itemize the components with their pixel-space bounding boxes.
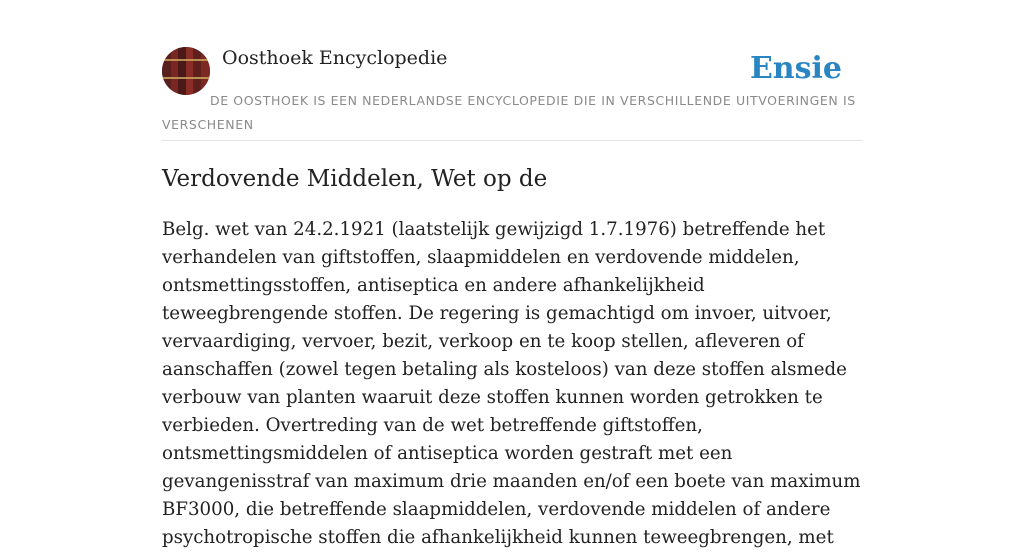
book-spine [193, 47, 201, 95]
site-header [162, 0, 862, 141]
article-title: Verdovende Middelen, Wet op de [162, 166, 548, 192]
article-body: Belg. wet van 24.2.1921 (laatstelijk gewijzigd 1.7.1976) betreffende het verhandelen van giftstoffen, slaapmiddelen en verdovende middelen, ontsmettingsstoffen, antiseptica en andere afhankelijkheid teweegbrengende stoffen. De regering is gemachtigd om invoer, uitvoer, vervaardiging, vervoer, bezit, verkoop en te koop stellen, afleveren of aanschaffen (zowel tegen betaling als kosteloos) van deze stoffen alsmede verbouw van planten waaruit deze stoffen kunnen worden getrokken te verbieden. Overtreding van de wet betreffende giftstoffen, ontsmettingsmiddelen of antiseptica worden gestraft met een gevangenisstraf van maximum drie maanden en/of een boete van maximum BF3000, die betreffende slaapmiddelen, verdovende middelen of andere psychotropische stoffen die afhankelijkheid kunnen teweegbrengen, met [162, 219, 861, 548]
site-tagline: DE OOSTHOEK IS EEN NEDERLANDSE ENCYCLOPEDIE DIE IN VERSCHILLENDE UITVOERINGEN IS VERSCHENEN [162, 93, 856, 132]
book-band [162, 59, 210, 61]
ensie-logo-link[interactable]: Ensie [749, 51, 842, 86]
encyclopedia-books-icon[interactable] [162, 47, 210, 95]
book-spine [201, 47, 210, 95]
site-title-link[interactable]: Oosthoek Encyclopedie [222, 47, 448, 69]
book-spine [178, 47, 186, 95]
page-container [162, 0, 862, 548]
book-spine [171, 47, 178, 95]
book-band [162, 77, 210, 79]
book-spine [186, 47, 193, 95]
book-spine [162, 47, 171, 95]
